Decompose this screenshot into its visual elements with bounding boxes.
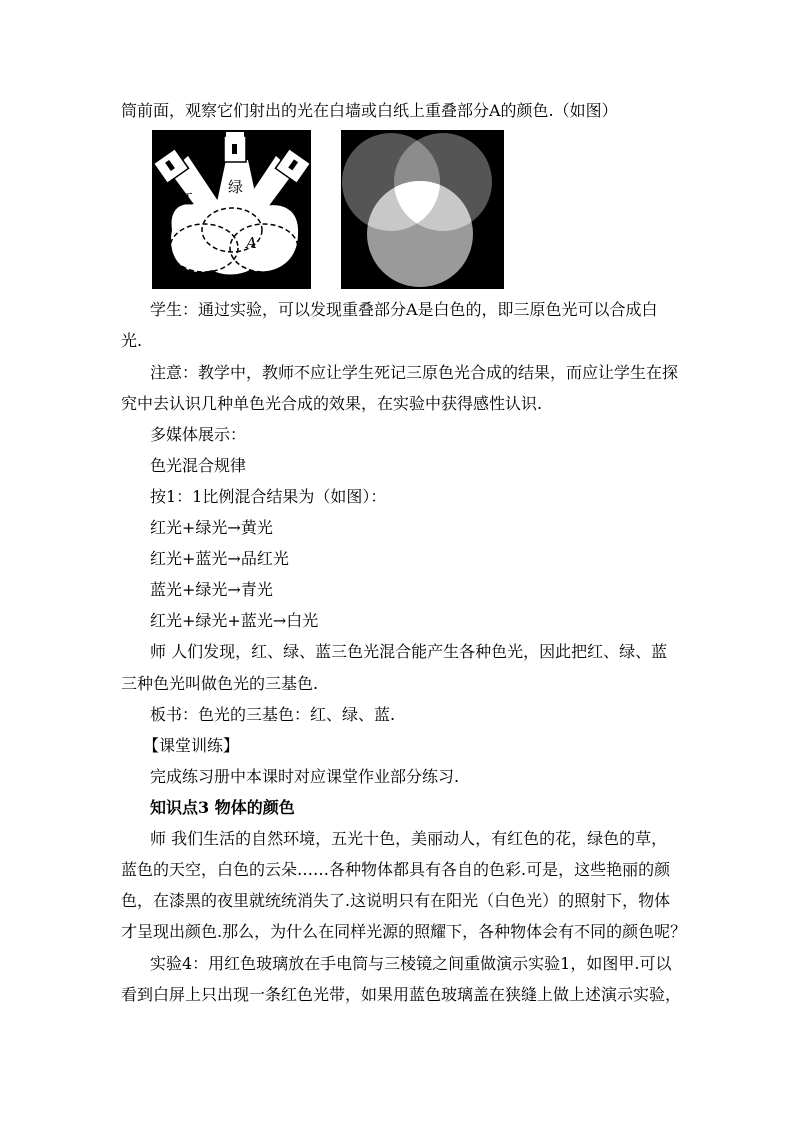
label-a: A	[246, 234, 257, 252]
flashlight-diagram	[152, 130, 311, 289]
text-line-10: 红光+蓝光→品红光	[150, 549, 289, 568]
text-line-12: 红光+绿光+蓝光→白光	[150, 611, 319, 630]
text-line-7: 色光混合规律	[150, 456, 247, 475]
flashlight-figure	[152, 130, 311, 289]
text-line-2: 学生：通过实验，可以发现重叠部分A是白色的，即三原色光可以合成白	[150, 300, 658, 319]
color-mixing-figure	[341, 130, 504, 289]
text-line-19: 师 我们生活的自然环境，五光十色，美丽动人，有红色的花，绿色的草，	[150, 829, 668, 848]
label-green: 绿	[228, 178, 244, 196]
text-line-24: 看到白屏上只出现一条红色光带，如果用蓝色玻璃盖在狭缝上做上述演示实验，	[121, 985, 682, 1004]
text-line-15: 板书：色光的三基色：红、绿、蓝.	[150, 705, 396, 724]
text-line-6: 多媒体展示：	[150, 425, 247, 444]
text-line-23: 实验4：用红色玻璃放在手电筒与三棱镜之间重做演示实验1，如图甲.可以	[150, 954, 672, 973]
label-red: 红	[178, 190, 194, 208]
text-line-17: 完成练习册中本课时对应课堂作业部分练习.	[150, 767, 460, 786]
lit-region	[171, 204, 298, 274]
text-line-14: 三种色光叫做色光的三基色.	[121, 674, 319, 693]
text-line-5: 究中去认识几种单色光合成的效果，在实验中获得感性认识.	[121, 394, 543, 413]
text-line-1: 筒前面，观察它们射出的光在白墙或白纸上重叠部分A的颜色.（如图）	[121, 101, 618, 120]
text-line-16: 【课堂训练】	[143, 736, 240, 755]
text-line-11: 蓝光+绿光→青光	[150, 580, 273, 599]
text-line-4: 注意：教学中，教师不应让学生死记三原色光合成的结果，而应让学生在探	[150, 363, 679, 382]
text-line-13: 师 人们发现，红、绿、蓝三色光混合能产生各种色光，因此把红、绿、蓝	[150, 642, 668, 661]
section-heading: 知识点3 物体的颜色	[150, 798, 295, 817]
text-line-3: 光.	[121, 331, 143, 350]
text-line-8: 按1：1比例混合结果为（如图）：	[150, 487, 387, 506]
label-blue: 蓝	[280, 190, 296, 208]
text-line-22: 才呈现出颜色.那么，为什么在同样光源的照耀下，各种物体会有不同的颜色呢？	[121, 922, 687, 941]
text-line-20: 蓝色的天空，白色的云朵……各种物体都具有各自的色彩.可是，这些艳丽的颜	[121, 860, 671, 879]
text-line-21: 色，在漆黑的夜里就统统消失了.这说明只有在阳光（白色光）的照射下，物体	[121, 891, 671, 910]
color-circles	[341, 130, 504, 289]
text-line-9: 红光+绿光→黄光	[150, 518, 273, 537]
